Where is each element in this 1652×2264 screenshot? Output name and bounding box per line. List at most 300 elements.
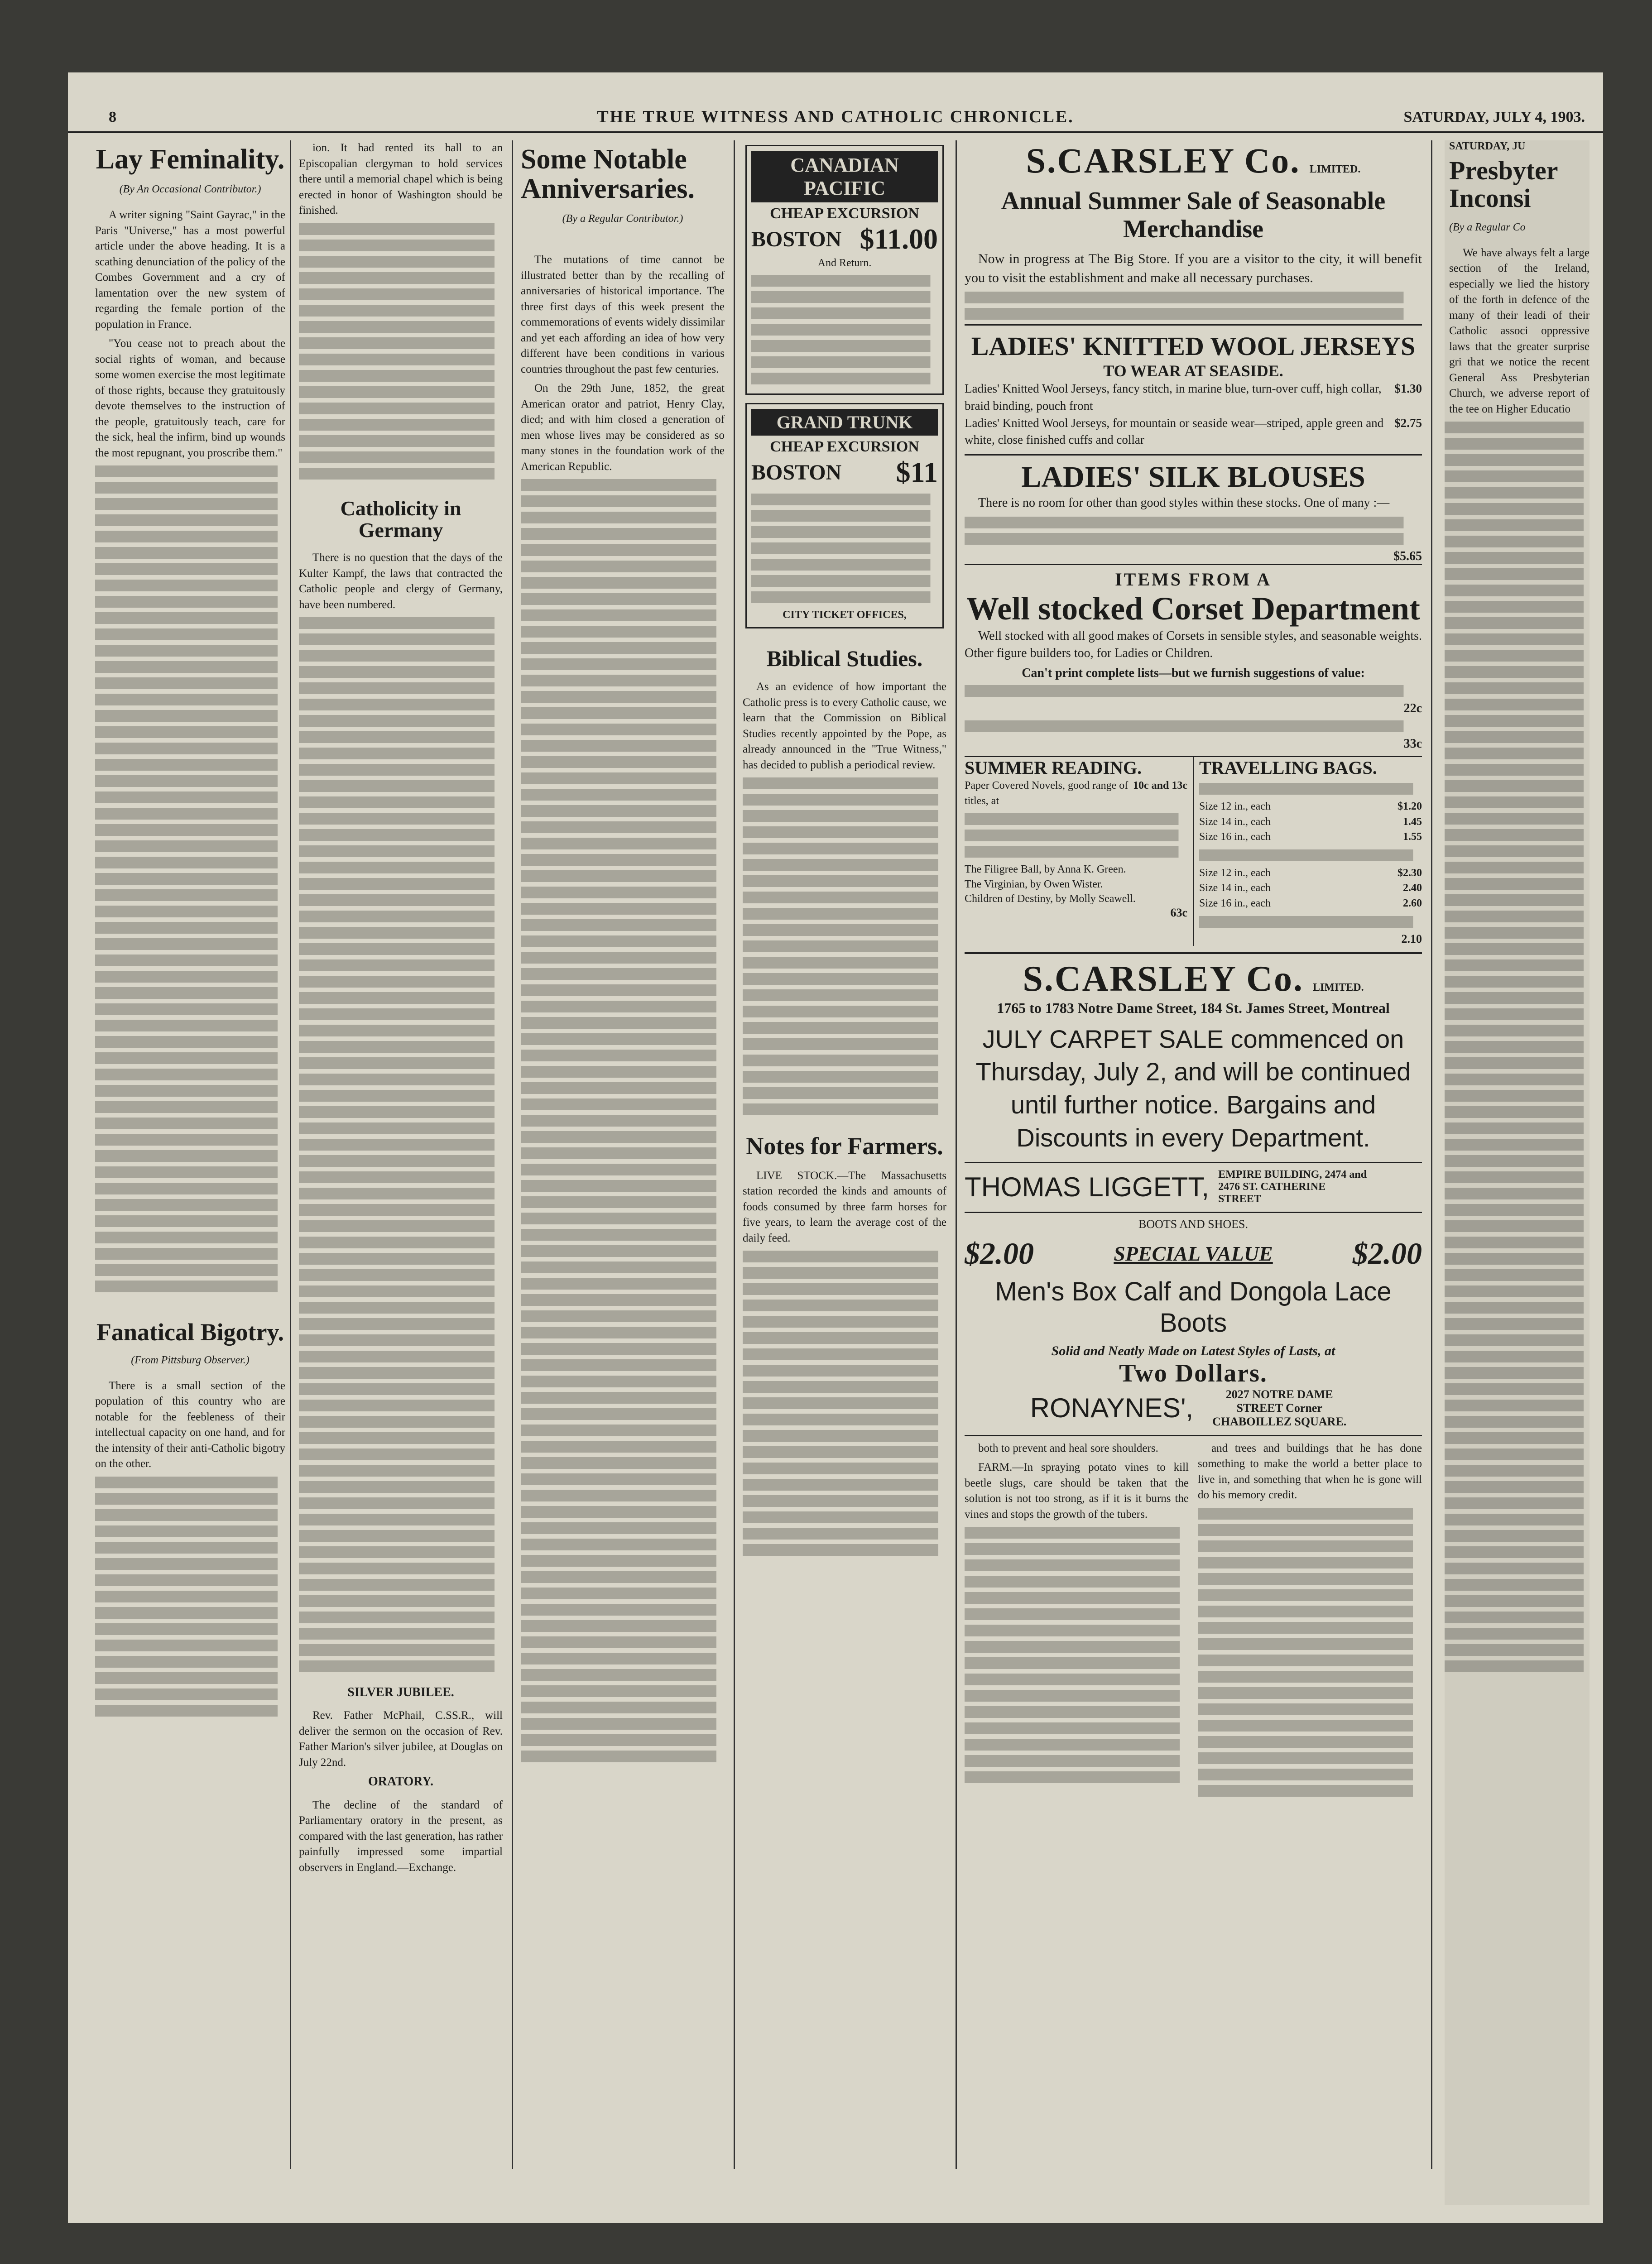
- text-lines: [1198, 1671, 1422, 1683]
- text-lines: [1198, 1508, 1422, 1520]
- adjacent-page-edge: [1445, 140, 1590, 2205]
- text-lines: [1445, 780, 1590, 792]
- text-lines: [521, 1425, 725, 1436]
- text-lines: [1445, 943, 1590, 955]
- masthead: [68, 104, 1603, 133]
- text-lines: [1445, 487, 1590, 499]
- article-paragraph: LIVE STOCK.—The Massachusetts station recorded the kinds and amounts of foods consumed by three farm horses for five years, to learn the average cost of the daily feed.: [743, 1169, 946, 1244]
- text-lines: [299, 1318, 503, 1330]
- summer-reading-heading: SUMMER READING.: [965, 758, 1142, 778]
- text-lines: [521, 772, 725, 784]
- text-lines: [95, 759, 285, 771]
- text-lines: [521, 1082, 725, 1094]
- text-lines: [521, 675, 725, 686]
- text-lines: [521, 1669, 725, 1681]
- text-lines: [95, 580, 285, 591]
- text-lines: [743, 1006, 946, 1017]
- corset-price: 22c: [1403, 701, 1422, 716]
- corset-heading: Well stocked Corset Department: [966, 590, 1420, 627]
- text-lines: [521, 1506, 725, 1518]
- text-lines: [743, 777, 946, 789]
- text-lines: [965, 1625, 1189, 1636]
- text-lines: [743, 924, 946, 936]
- text-lines: [95, 1281, 285, 1292]
- text-lines: [1445, 1383, 1590, 1395]
- text-lines: [299, 682, 503, 694]
- text-lines: [743, 1316, 946, 1328]
- ad-title: CANADIAN PACIFIC: [751, 151, 938, 202]
- text-lines: [521, 1017, 725, 1029]
- column-rule: [1431, 140, 1432, 2169]
- text-lines: [95, 857, 285, 868]
- text-lines: [95, 465, 285, 477]
- text-lines: [1445, 568, 1590, 580]
- text-lines: [965, 1608, 1189, 1620]
- ad-line: CITY TICKET OFFICES,: [783, 609, 907, 621]
- text-lines: [1198, 1589, 1422, 1601]
- text-lines: [1445, 1334, 1590, 1346]
- text-lines: [1445, 1530, 1590, 1542]
- text-lines: [521, 821, 725, 833]
- text-lines: [751, 575, 938, 587]
- adjacent-paragraph: We have always felt a large section of the Ireland, especially we lied the history of the forth in defence of the many of their leadi of their Catholic associ oppressive laws that the greater surprise gri that we notice the recent General Ass Presbyterian Church, we adverse report of the tee on Higher Educatio: [1449, 246, 1590, 415]
- reading-title: The Filigree Ball, by Anna K. Green.: [965, 863, 1126, 876]
- text-lines: [743, 1381, 946, 1393]
- text-lines: [521, 495, 725, 507]
- text-lines: [751, 542, 938, 554]
- text-lines: [95, 1558, 285, 1570]
- text-lines: [299, 845, 503, 857]
- bag-item: [1199, 866, 1422, 881]
- text-lines: [95, 612, 285, 624]
- text-lines: [1198, 1785, 1422, 1797]
- article-paragraph: FARM.—In spraying potato vines to kill beetle slugs, care should be taken that the solution is not too strong, as if it is it burns the vines and stops the growth of the tubers.: [965, 1461, 1189, 1521]
- summer-sale-heading: Annual Summer Sale of Seasonable Merchandise: [1001, 187, 1386, 243]
- text-lines: [743, 1430, 946, 1442]
- text-lines: [521, 1359, 725, 1371]
- text-lines: [1445, 519, 1590, 531]
- bag-price: 2.10: [1401, 932, 1422, 945]
- bag-size: Size 12 in., each: [1199, 801, 1271, 813]
- text-lines: [521, 642, 725, 654]
- text-lines: [521, 1115, 725, 1127]
- items-from-heading: ITEMS FROM A: [965, 564, 1422, 590]
- text-lines: [299, 1188, 503, 1199]
- text-lines: [521, 1180, 725, 1192]
- article-paragraph: The decline of the standard of Parliamentary oratory in the present, as compared with the last generation, has rather painfully impressed some impartial observers in England.—Exchange.: [299, 1799, 503, 1874]
- text-lines: [965, 685, 1422, 697]
- text-lines: [95, 694, 285, 705]
- carsley-limited: LIMITED.: [1312, 981, 1364, 993]
- text-lines: [299, 1334, 503, 1346]
- text-lines: [743, 1267, 946, 1279]
- column-3: [521, 140, 725, 2155]
- text-lines: [95, 1477, 285, 1488]
- adjacent-headline: Presbyter Inconsi: [1449, 156, 1558, 213]
- ronaynes-ad: [965, 1212, 1422, 1429]
- bag-price: $2.30: [1397, 867, 1422, 879]
- text-lines: [1445, 617, 1590, 629]
- text-lines: [1445, 1074, 1590, 1085]
- text-lines: [1199, 916, 1422, 928]
- text-lines: [521, 1033, 725, 1045]
- text-lines: [95, 743, 285, 754]
- column-2: [299, 140, 503, 2155]
- adjacent-byline: (By a Regular Co: [1449, 221, 1526, 233]
- text-lines: [521, 1196, 725, 1208]
- special-value-label: SPECIAL VALUE: [1114, 1242, 1273, 1265]
- carsley-carpet-ad: [965, 952, 1422, 1155]
- text-lines: [965, 517, 1422, 528]
- page-number: 8: [109, 109, 116, 125]
- boots-tagline: Solid and Neatly Made on Latest Styles of Lasts, at: [1051, 1343, 1335, 1358]
- text-lines: [1445, 715, 1590, 727]
- bag-price: $1.20: [1397, 801, 1422, 813]
- text-lines: [965, 1527, 1189, 1539]
- text-lines: [1198, 1769, 1422, 1780]
- text-lines: [965, 1592, 1189, 1604]
- text-lines: [299, 305, 503, 317]
- text-lines: [743, 1511, 946, 1523]
- text-lines: [521, 1229, 725, 1241]
- text-lines: [95, 661, 285, 673]
- grand-trunk-ad: [745, 403, 944, 628]
- reading-price: 63c: [1170, 906, 1187, 920]
- text-lines: [299, 650, 503, 662]
- text-lines: [95, 1574, 285, 1586]
- text-lines: [743, 1528, 946, 1540]
- text-lines: [1445, 454, 1590, 466]
- text-lines: [1445, 503, 1590, 515]
- bag-item: [1199, 799, 1422, 815]
- text-lines: [95, 1101, 285, 1113]
- text-lines: [1445, 1253, 1590, 1265]
- text-lines: [521, 1343, 725, 1355]
- text-lines: [1445, 992, 1590, 1004]
- text-lines: [521, 1604, 725, 1616]
- text-lines: [521, 870, 725, 882]
- text-lines: [95, 563, 285, 575]
- text-lines: [521, 561, 725, 572]
- text-lines: [299, 1595, 503, 1607]
- text-lines: [521, 1294, 725, 1306]
- article-paragraph: There is no question that the days of the Kulter Kampf, the laws that contracted the Catholic people and clergy of Germany, have been numbered.: [299, 552, 503, 611]
- text-lines: [743, 1071, 946, 1083]
- text-lines: [299, 943, 503, 955]
- text-lines: [521, 1001, 725, 1012]
- text-lines: [1445, 1155, 1590, 1167]
- text-lines: [1198, 1736, 1422, 1748]
- text-lines: [743, 1348, 946, 1360]
- text-lines: [299, 223, 503, 235]
- text-lines: [1445, 1237, 1590, 1248]
- text-lines: [299, 878, 503, 890]
- text-lines: [521, 952, 725, 964]
- text-lines: [521, 1408, 725, 1420]
- farm-notes-continued: [965, 1435, 1422, 1801]
- text-lines: [521, 528, 725, 540]
- text-lines: [299, 1106, 503, 1118]
- ad-title: GRAND TRUNK: [751, 409, 938, 436]
- text-lines: [743, 1479, 946, 1491]
- text-lines: [521, 1262, 725, 1273]
- text-lines: [1445, 927, 1590, 939]
- text-lines: [743, 1446, 946, 1458]
- text-lines: [1198, 1655, 1422, 1666]
- ad-subtitle: CHEAP EXCURSION: [770, 205, 919, 222]
- text-lines: [1445, 601, 1590, 613]
- article-paragraph: "You cease not to preach about the social rights of woman, and because some women exercise the most legitimate of those rights, because they gratuitously devote themselves to the instruction of the people, gratuitously teach, care for the sick, heal the infirm, bind up wounds the most repugnant, you proscribe them.": [95, 337, 285, 459]
- text-lines: [1445, 699, 1590, 710]
- bag-size: Size 12 in., each: [1199, 867, 1271, 879]
- text-lines: [95, 1509, 285, 1521]
- text-lines: [521, 658, 725, 670]
- text-lines: [1445, 1660, 1590, 1672]
- bag-price: 1.55: [1403, 831, 1422, 843]
- ad-line: And Return.: [817, 257, 872, 269]
- liggett-name: THOMAS LIGGETT,: [965, 1171, 1210, 1202]
- text-lines: [1445, 1595, 1590, 1607]
- text-lines: [751, 373, 938, 384]
- text-lines: [751, 494, 938, 505]
- text-lines: [95, 1264, 285, 1276]
- liggett-ad: [965, 1162, 1422, 1205]
- text-lines: [965, 813, 1187, 825]
- article-paragraph: and trees and buildings that he has done something to make the world a better place to live in, and something that when he is gone will do his memory credit.: [1198, 1442, 1422, 1501]
- text-lines: [299, 1449, 503, 1460]
- text-lines: [1445, 764, 1590, 776]
- text-lines: [521, 1147, 725, 1159]
- canadian-pacific-ad: [745, 145, 944, 395]
- text-lines: [521, 1392, 725, 1404]
- text-lines: [1445, 1367, 1590, 1379]
- text-lines: [1198, 1557, 1422, 1568]
- bag-size: Size 16 in., each: [1199, 831, 1271, 843]
- text-lines: [743, 1251, 946, 1262]
- jersey-item: [965, 415, 1422, 449]
- text-lines: [1198, 1687, 1422, 1699]
- text-lines: [95, 1020, 285, 1031]
- text-lines: [743, 1283, 946, 1295]
- text-lines: [1198, 1703, 1422, 1715]
- text-lines: [1445, 682, 1590, 694]
- text-lines: [1445, 1025, 1590, 1036]
- text-lines: [1198, 1573, 1422, 1585]
- text-lines: [299, 1367, 503, 1379]
- text-lines: [521, 968, 725, 980]
- text-lines: [95, 1672, 285, 1684]
- text-lines: [1445, 911, 1590, 922]
- text-lines: [1445, 1106, 1590, 1118]
- text-lines: [299, 666, 503, 678]
- text-lines: [1445, 1220, 1590, 1232]
- text-lines: [95, 1118, 285, 1129]
- text-lines: [299, 911, 503, 922]
- text-lines: [299, 813, 503, 825]
- text-lines: [521, 1457, 725, 1469]
- text-lines: [1445, 1318, 1590, 1330]
- article-paragraph: Rev. Father McPhail, C.SS.R., will deliver the sermon on the occasion of Rev. Father Marion's silver jubilee, at Douglas on July 22nd.: [299, 1709, 503, 1769]
- article-paragraph: A writer signing "Saint Gayrac," in the Paris "Universe," has a most powerful article under the above heading. It is a scathing denunciation of the policy of the Combes Government and a cry of lamentation over the new system of regarding the female portion of the population in France.: [95, 209, 285, 331]
- text-lines: [1445, 1628, 1590, 1640]
- text-lines: [751, 510, 938, 522]
- text-lines: [965, 533, 1422, 545]
- text-lines: [95, 710, 285, 722]
- text-lines: [1445, 748, 1590, 759]
- text-lines: [95, 628, 285, 640]
- text-lines: [1445, 1432, 1590, 1444]
- text-lines: [743, 989, 946, 1001]
- reading-title: The Virginian, by Owen Wister.: [965, 878, 1103, 890]
- text-lines: [95, 482, 285, 494]
- newspaper-title: THE TRUE WITNESS AND CATHOLIC CHRONICLE.: [597, 107, 1074, 126]
- text-lines: [299, 1546, 503, 1558]
- text-lines: [521, 1050, 725, 1061]
- text-lines: [1445, 1546, 1590, 1558]
- text-lines: [743, 892, 946, 903]
- text-lines: [299, 1579, 503, 1591]
- text-lines: [1445, 1285, 1590, 1297]
- text-lines: [1445, 1416, 1590, 1428]
- blouse-price: $5.65: [1393, 549, 1422, 563]
- text-lines: [95, 840, 285, 852]
- boots-header: BOOTS AND SHOES.: [1138, 1217, 1248, 1231]
- text-lines: [1445, 666, 1590, 678]
- text-lines: [1445, 1497, 1590, 1509]
- text-lines: [521, 1751, 725, 1762]
- text-lines: [1198, 1638, 1422, 1650]
- text-lines: [1445, 1122, 1590, 1134]
- text-lines: [95, 1150, 285, 1162]
- text-lines: [521, 1327, 725, 1338]
- text-lines: [95, 824, 285, 836]
- text-lines: [521, 724, 725, 735]
- text-lines: [521, 1213, 725, 1224]
- carsley-name: S.CARSLEY Co.: [1026, 141, 1301, 180]
- text-lines: [299, 1253, 503, 1265]
- text-lines: [95, 1199, 285, 1211]
- text-lines: [965, 1543, 1189, 1555]
- text-lines: [521, 1131, 725, 1143]
- text-lines: [1445, 1204, 1590, 1216]
- jersey-description: Ladies' Knitted Wool Jerseys, fancy stitch, in marine blue, turn-over cuff, high collar, braid binding, pouch front: [965, 381, 1382, 413]
- text-lines: [743, 843, 946, 854]
- text-lines: [743, 826, 946, 838]
- ad-subtitle: CHEAP EXCURSION: [770, 438, 919, 456]
- text-lines: [299, 1008, 503, 1020]
- text-lines: [95, 775, 285, 787]
- text-lines: [299, 927, 503, 939]
- text-lines: [95, 1215, 285, 1227]
- text-lines: [299, 1057, 503, 1069]
- text-lines: [299, 1285, 503, 1297]
- bag-size: Size 14 in., each: [1199, 882, 1271, 894]
- text-lines: [1445, 633, 1590, 645]
- text-lines: [299, 1351, 503, 1362]
- text-lines: [743, 908, 946, 920]
- jersey-price: $2.75: [1394, 416, 1422, 430]
- text-lines: [299, 1432, 503, 1444]
- reading-description: Paper Covered Novels, good range of titles, at: [965, 780, 1129, 807]
- headline-fanatical-bigotry: Fanatical Bigotry.: [96, 1319, 284, 1346]
- text-lines: [965, 1755, 1189, 1767]
- text-lines: [521, 919, 725, 931]
- ronaynes-address: 2027 NOTRE DAME STREET Corner CHABOILLEZ SQUARE.: [1212, 1387, 1347, 1428]
- text-lines: [521, 1441, 725, 1453]
- text-lines: [521, 1653, 725, 1664]
- text-lines: [521, 512, 725, 523]
- text-lines: [299, 1644, 503, 1656]
- bag-item: [1199, 881, 1422, 896]
- text-lines: [1198, 1622, 1422, 1634]
- text-lines: [965, 1771, 1189, 1783]
- text-lines: [299, 780, 503, 792]
- text-lines: [521, 1718, 725, 1730]
- headline-catholicity-germany: Catholicity in Germany: [340, 496, 461, 542]
- reading-and-bags: [965, 756, 1422, 946]
- text-lines: [521, 1702, 725, 1713]
- text-lines: [1445, 845, 1590, 857]
- text-lines: [1445, 1563, 1590, 1574]
- article-paragraph: both to prevent and heal sore shoulders.: [978, 1442, 1158, 1454]
- article-paragraph: The mutations of time cannot be illustrated better than by the recalling of anniversaries of historical importance. The three first days of this week present the commemorations of events widely dissimilar and yet each affording an idea of how very different have been conditions in various countries throughout the past few centuries.: [521, 254, 725, 375]
- text-lines: [521, 1473, 725, 1485]
- text-lines: [95, 1688, 285, 1700]
- text-lines: [299, 1612, 503, 1623]
- text-lines: [299, 1563, 503, 1574]
- text-lines: [299, 1497, 503, 1509]
- text-lines: [299, 1139, 503, 1151]
- text-lines: [95, 1542, 285, 1554]
- text-lines: [95, 971, 285, 983]
- text-lines: [299, 321, 503, 333]
- text-lines: [965, 308, 1422, 320]
- boots-price: $2.00: [1353, 1236, 1422, 1271]
- text-lines: [1445, 894, 1590, 906]
- text-lines: [299, 731, 503, 743]
- text-lines: [521, 1734, 725, 1746]
- text-lines: [299, 1628, 503, 1640]
- text-lines: [521, 626, 725, 638]
- text-lines: [751, 324, 938, 336]
- subhead-oratory: ORATORY.: [368, 1775, 433, 1789]
- headline-notes-for-farmers: Notes for Farmers.: [746, 1132, 943, 1160]
- text-lines: [95, 873, 285, 885]
- text-lines: [299, 240, 503, 251]
- text-lines: [1445, 1008, 1590, 1020]
- text-lines: [95, 1069, 285, 1080]
- text-lines: [299, 451, 503, 463]
- text-lines: [299, 1122, 503, 1134]
- carsley-name: S.CARSLEY Co.: [1023, 959, 1304, 999]
- text-lines: [1445, 438, 1590, 450]
- text-lines: [1445, 1139, 1590, 1151]
- text-lines: [751, 291, 938, 303]
- sale-intro: Now in progress at The Big Store. If you are a visitor to the city, it will benefit you to visit the establishment and make all necessary purchases.: [965, 251, 1422, 285]
- text-lines: [299, 862, 503, 873]
- text-lines: [95, 1085, 285, 1097]
- text-lines: [743, 973, 946, 985]
- text-lines: [299, 386, 503, 398]
- text-lines: [1445, 1302, 1590, 1314]
- text-lines: [299, 1155, 503, 1167]
- text-lines: [743, 794, 946, 806]
- byline: (By a Regular Contributor.): [562, 213, 683, 225]
- text-lines: [751, 275, 938, 287]
- jerseys-heading: LADIES' KNITTED WOOL JERSEYS: [965, 324, 1422, 361]
- text-lines: [299, 272, 503, 284]
- text-lines: [1445, 1171, 1590, 1183]
